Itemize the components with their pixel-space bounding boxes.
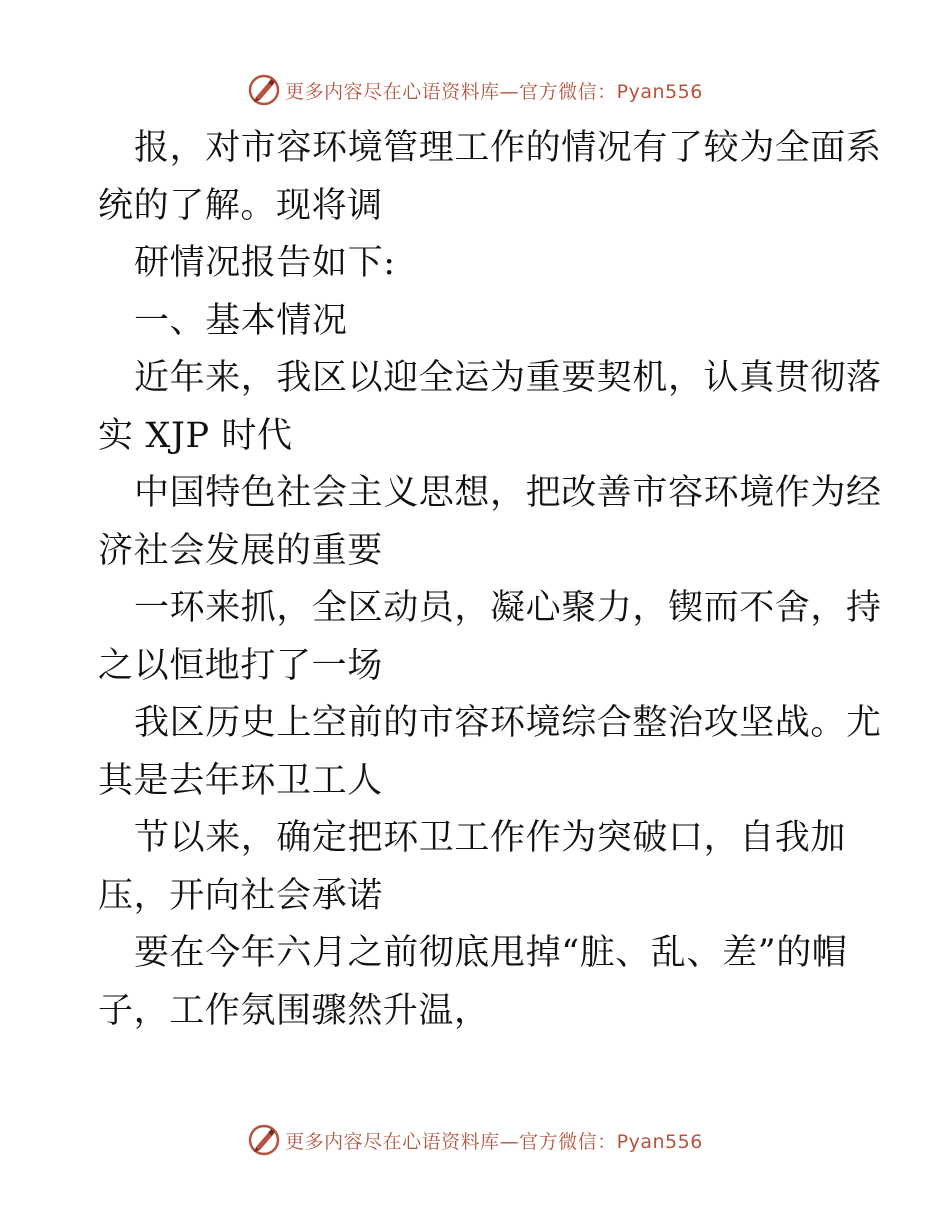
text-line: 一、基本情况 [134, 300, 348, 341]
text-line: 子，工作氛围骤然升温， [98, 990, 490, 1031]
header-banner-text: 更多内容尽在心语资料库—官方微信：Pyan556 [285, 80, 703, 103]
text-line: 要在今年六月之前彻底甩掉“脏、乱、差”的帽 [134, 933, 848, 973]
text-line: 实 XJP 时代 [98, 415, 293, 456]
text-line: 一环来抓，全区动员，凝心聚力，锲而不舍，持 [134, 588, 882, 628]
pen-logo-icon [247, 73, 281, 107]
pen-logo-icon [247, 1123, 281, 1157]
document-body [98, 120, 882, 1040]
footer-banner [0, 1120, 950, 1160]
text-line: 节以来，确定把环卫工作作为突破口，自我加 [134, 818, 847, 858]
text-line: 报，对市容环境管理工作的情况有了较为全面系 [134, 128, 882, 168]
text-line: 研情况报告如下: [134, 243, 396, 283]
footer-banner-text: 更多内容尽在心语资料库—官方微信：Pyan556 [285, 1130, 703, 1153]
text-line: 压，开向社会承诺 [98, 875, 383, 916]
text-line: 统的了解。现将调 [98, 185, 383, 226]
text-line: 其是去年环卫工人 [98, 760, 383, 801]
text-line: 我区历史上空前的市容环境综合整治攻坚战。尤 [134, 703, 882, 743]
text-line: 近年来，我区以迎全运为重要契机，认真贯彻落 [134, 358, 882, 398]
text-line: 之以恒地打了一场 [98, 645, 383, 686]
text-line: 中国特色社会主义思想，把改善市容环境作为经 [134, 473, 882, 513]
header-banner [0, 70, 950, 110]
text-line: 济社会发展的重要 [98, 530, 383, 571]
